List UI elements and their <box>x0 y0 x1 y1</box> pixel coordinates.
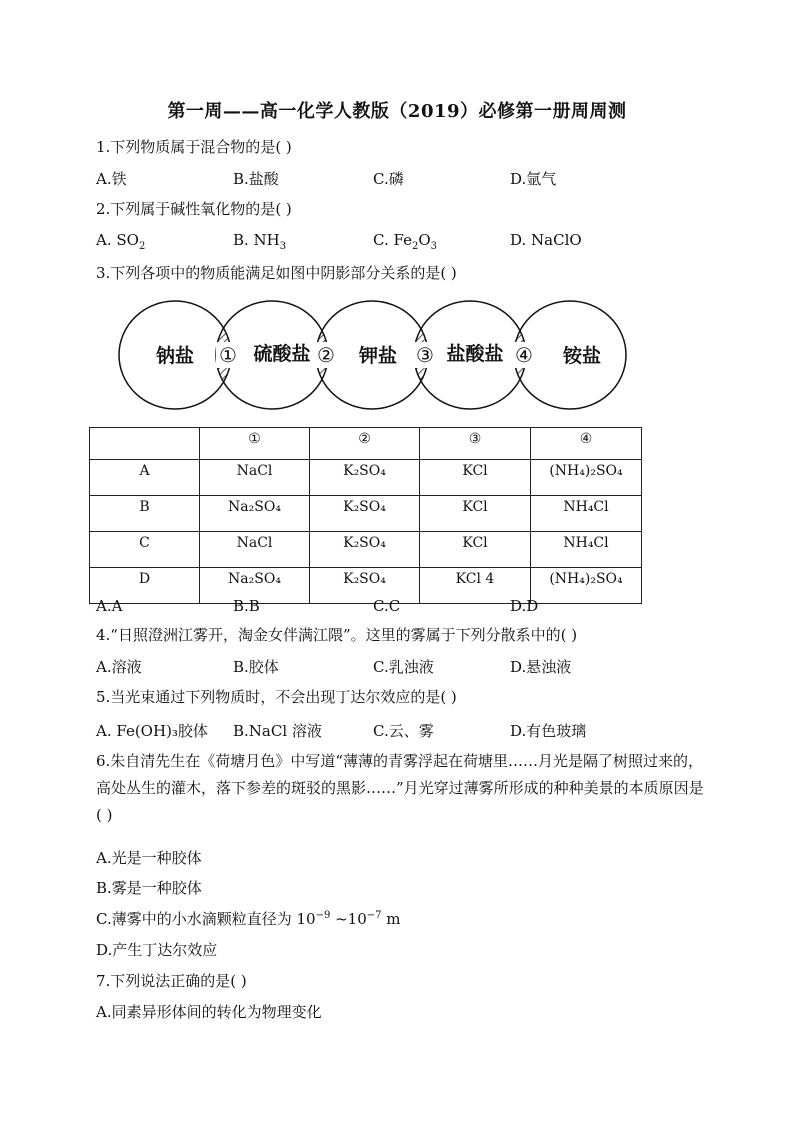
venn-label-ammonium-salt: 铵盐 <box>562 345 602 367</box>
q6-option-c: C.薄雾中的小水滴颗粒直径为 $10^{-9}$ $\sim 10^{-7}$ m <box>96 910 401 928</box>
table-row <box>90 496 642 532</box>
table-cell: KCl <box>420 532 531 568</box>
table-cell: C <box>90 532 200 568</box>
q6-option-b: B.雾是一种胶体 <box>96 879 202 897</box>
table-cell: K₂SO₄ <box>310 460 420 496</box>
venn-label-sodium-salt: 钠盐 <box>155 345 195 367</box>
table-cell: NH₄Cl <box>531 532 642 568</box>
q4-option-c: C.乳浊液 <box>373 658 434 676</box>
q3-option-a: A.A <box>96 597 123 615</box>
table-cell: K₂SO₄ <box>310 496 420 532</box>
table-header-row <box>90 428 642 460</box>
q2-options <box>96 231 736 253</box>
q2-option-b: B. $NH_3$ <box>233 231 287 252</box>
q7-stem: 7.下列说法正确的是( ) <box>96 972 247 990</box>
venn-marker-2: ② <box>317 343 335 367</box>
table-header-cell: ④ <box>531 428 642 460</box>
table-cell: Na₂SO₄ <box>200 568 310 604</box>
q5-option-c: C.云、雾 <box>373 722 434 740</box>
q1-option-b: B.盐酸 <box>233 170 279 188</box>
venn-label-chloride: 盐酸盐 <box>446 343 504 365</box>
venn-label-potassium-salt: 钾盐 <box>358 345 398 367</box>
venn-marker-4: ④ <box>515 343 533 367</box>
table-cell: NaCl <box>200 532 310 568</box>
table-cell: (NH₄)₂SO₄ <box>531 568 642 604</box>
table-cell: K₂SO₄ <box>310 568 420 604</box>
q4-option-d: D.悬浊液 <box>510 658 572 676</box>
q1-option-d: D.氩气 <box>510 170 557 188</box>
q1-option-a: A.铁 <box>96 170 127 188</box>
q1-option-c: C.磷 <box>373 170 404 188</box>
table-cell: NaCl <box>200 460 310 496</box>
venn-label-sulfate: 硫酸盐 <box>253 343 311 365</box>
q3-options <box>96 597 736 619</box>
table-header-cell: ③ <box>420 428 531 460</box>
q4-stem: 4.“日照澄洲江雾开，淘金女伴满江隈”。这里的雾属于下列分散系中的( ) <box>96 626 578 644</box>
q4-option-a: A.溶液 <box>96 658 142 676</box>
table-cell: KCl 4 <box>420 568 531 604</box>
table-header-cell <box>90 428 200 460</box>
table-header-cell: ① <box>200 428 310 460</box>
q5-option-d: D.有色玻璃 <box>510 722 587 740</box>
q3-answer-table <box>89 427 642 604</box>
table-row <box>90 532 642 568</box>
q5-options <box>96 720 736 742</box>
venn-marker-3: ③ <box>416 343 434 367</box>
table-cell: Na₂SO₄ <box>200 496 310 532</box>
table-cell: KCl <box>420 496 531 532</box>
q6-stem: 6.朱自清先生在《荷塘月色》中写道“薄薄的青雾浮起在荷塘里……月光是隔了树照过来的，高处丛生的灌木，落下参差的斑驳的黑影……”月光穿过薄雾所形成的种种美景的本质原因是( ) <box>96 752 704 824</box>
q4-option-b: B.胶体 <box>233 658 279 676</box>
q5-stem: 5.当光束通过下列物质时，不会出现丁达尔效应的是( ) <box>96 688 457 706</box>
q1-options <box>96 168 736 190</box>
table-cell: D <box>90 568 200 604</box>
q5-option-b: B.NaCl 溶液 <box>233 722 322 740</box>
table-cell: (NH₄)₂SO₄ <box>531 460 642 496</box>
q5-option-a: A. Fe(OH)₃胶体 <box>96 722 208 740</box>
table-cell: B <box>90 496 200 532</box>
q1-stem: 1.下列物质属于混合物的是( ) <box>96 138 292 156</box>
table-cell: K₂SO₄ <box>310 532 420 568</box>
q4-options <box>96 656 736 678</box>
table-cell: KCl <box>420 460 531 496</box>
table-cell: A <box>90 460 200 496</box>
q6-option-d: D.产生丁达尔效应 <box>96 941 218 959</box>
table-row <box>90 460 642 496</box>
page-title: 第一周——高一化学人教版（2019）必修第一册周周测 <box>167 101 627 122</box>
q2-stem: 2.下列属于碱性氧化物的是( ) <box>96 200 292 218</box>
q2-option-d: D. NaClO <box>510 231 582 249</box>
q6-option-a: A.光是一种胶体 <box>96 849 202 867</box>
q7-option-a: A.同素异形体间的转化为物理变化 <box>96 1003 322 1021</box>
q3-option-d: D.D <box>510 597 539 615</box>
q3-stem: 3.下列各项中的物质能满足如图中阴影部分关系的是( ) <box>96 264 457 282</box>
venn-diagram <box>112 298 652 412</box>
q2-option-c: C. $Fe_2O_3$ <box>373 231 438 252</box>
table-header-cell: ② <box>310 428 420 460</box>
q3-option-b: B.B <box>233 597 260 615</box>
table-cell: NH₄Cl <box>531 496 642 532</box>
venn-marker-1: ① <box>219 343 237 367</box>
q3-option-c: C.C <box>373 597 401 615</box>
q2-option-a: A. $SO_2$ <box>96 231 146 252</box>
